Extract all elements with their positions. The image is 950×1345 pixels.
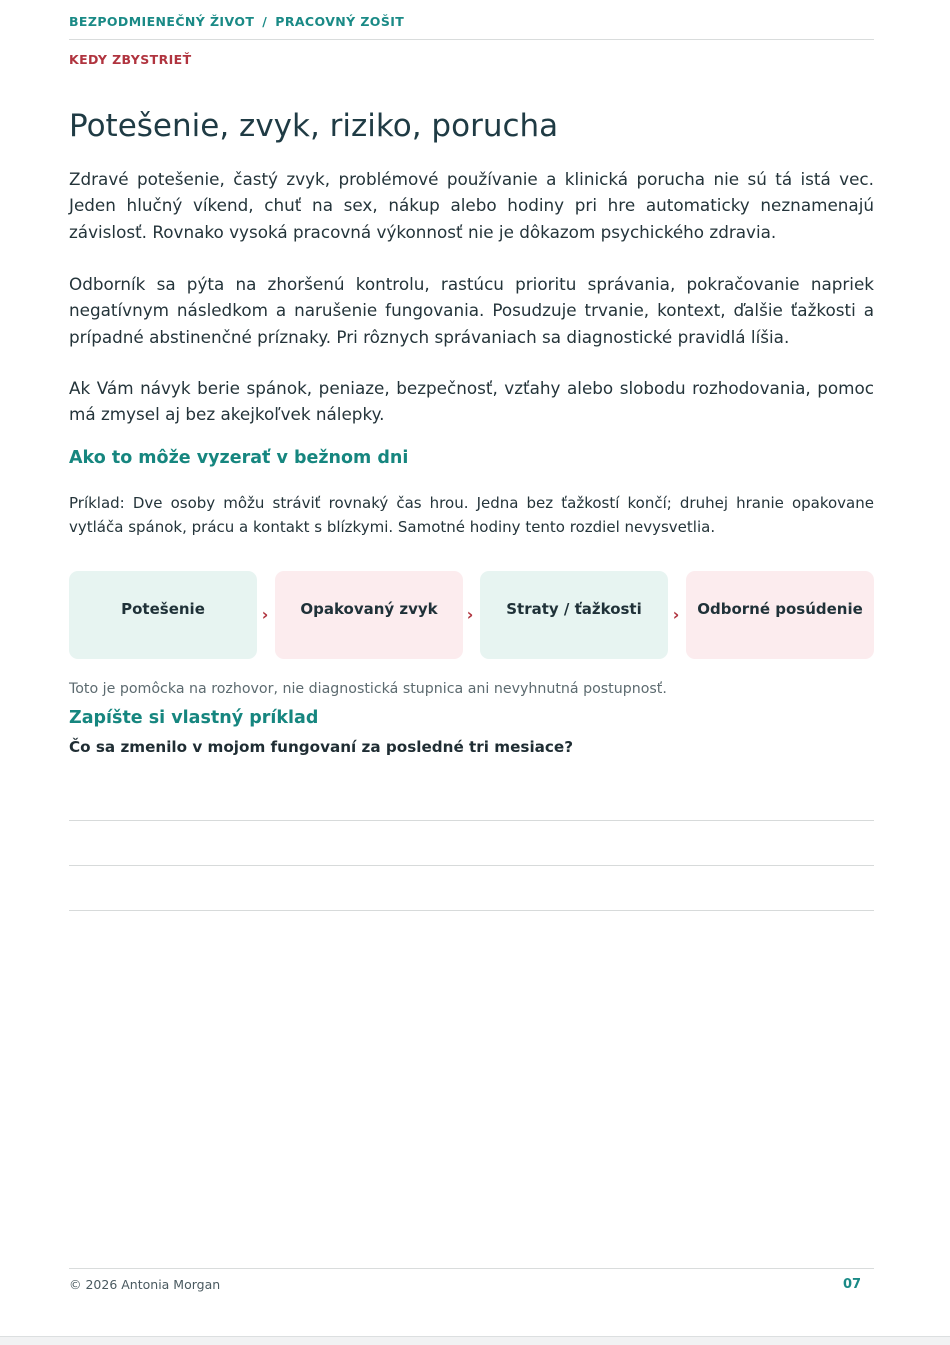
flow-step-assessment: Odborné posúdenie bbox=[686, 571, 874, 659]
exercise-question: Čo sa zmenilo v mojom fungovaní za posledné tri mesiace? bbox=[69, 738, 574, 756]
flow-step-losses: Straty / ťažkosti bbox=[480, 571, 668, 659]
breadcrumb-book: BEZPODMIENEČNÝ ŽIVOT bbox=[69, 14, 255, 29]
writing-line[interactable] bbox=[69, 865, 874, 866]
section-label: KEDY ZBYSTRIEŤ bbox=[69, 52, 192, 67]
assessment-paragraph: Odborník sa pýta na zhoršenú kontrolu, rastúcu prioritu správania, pokračovanie napriek negatívnym následkom a narušenie fungovania. Posudzuje trvanie, kontext, ďalšie ťažkosti a prípadné abstinenčné príznaky. Pri rôznych správaniach sa diagnostické pravidlá líšia. bbox=[69, 274, 874, 347]
header-divider bbox=[69, 39, 874, 40]
chevron-right-icon: › bbox=[261, 605, 269, 624]
progression-flow bbox=[69, 571, 874, 659]
chevron-right-icon: › bbox=[672, 605, 680, 624]
everyday-heading: Ako to môže vyzerať v bežnom dni bbox=[69, 448, 409, 468]
example-paragraph: Príklad: Dve osoby môžu stráviť rovnaký čas hrou. Jedna bez ťažkostí končí; druhej hranie opakovane vytláča spánok, prácu a kontakt s blízkymi. Samotné hodiny tento rozdiel nevysvetlia. bbox=[69, 494, 874, 536]
intro-paragraph: Zdravé potešenie, častý zvyk, problémové používanie a klinická porucha nie sú tá istá vec. Jeden hlučný víkend, chuť na sex, nákup alebo hodiny pri hre automaticky neznamenajú závislosť. Rovnako vysoká pracovná výkonnosť nie je dôkazom psychického zdravia. bbox=[69, 169, 874, 242]
exercise-heading: Zapíšte si vlastný príklad bbox=[69, 708, 319, 728]
breadcrumb bbox=[69, 14, 404, 29]
page-number: 07 bbox=[843, 1277, 862, 1292]
flow-note: Toto je pomôcka na rozhovor, nie diagnostická stupnica ani nevyhnutná postupnosť. bbox=[69, 681, 667, 697]
copyright: © 2026 Antonia Morgan bbox=[69, 1277, 221, 1292]
breadcrumb-workbook: PRACOVNÝ ZOŠIT bbox=[275, 14, 405, 29]
page-title: Potešenie, zvyk, riziko, porucha bbox=[69, 108, 559, 144]
footer-divider bbox=[69, 1268, 874, 1269]
flow-step-habit: Opakovaný zvyk bbox=[275, 571, 463, 659]
flow-step-pleasure: Potešenie bbox=[69, 571, 257, 659]
breadcrumb-separator: / bbox=[262, 14, 268, 29]
writing-line[interactable] bbox=[69, 910, 874, 911]
help-paragraph: Ak Vám návyk berie spánok, peniaze, bezpečnosť, vzťahy alebo slobodu rozhodovania, pomoc má zmysel aj bez akejkoľvek nálepky. bbox=[69, 378, 874, 425]
chevron-right-icon: › bbox=[466, 605, 474, 624]
writing-line[interactable] bbox=[69, 820, 874, 821]
